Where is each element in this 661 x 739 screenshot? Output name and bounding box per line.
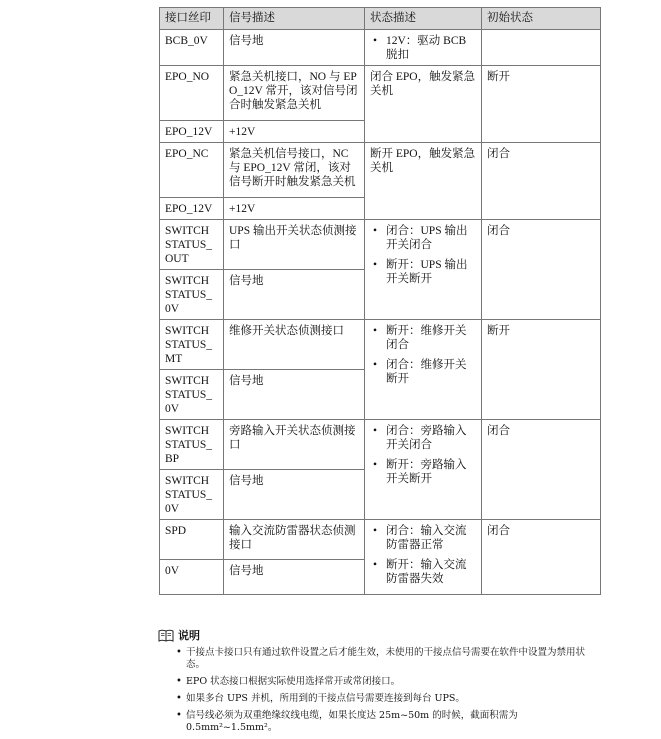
cell-initial: 闭合 xyxy=(482,143,601,220)
cell-desc: 信号地 xyxy=(224,30,365,66)
cell-silk: BCB_0V xyxy=(160,30,224,66)
book-icon xyxy=(158,629,174,642)
cell-desc: 输入交流防雷器状态侦测接口 xyxy=(224,520,365,560)
cell-desc: +12V xyxy=(224,198,365,220)
state-bullet: • 12V：驱动 BCB 脱扣 xyxy=(370,34,476,62)
table-row xyxy=(160,420,601,470)
cell-initial: 闭合 xyxy=(482,220,601,320)
cell-state xyxy=(365,30,482,66)
table-header-row xyxy=(160,8,601,30)
cell-desc: 信号地 xyxy=(224,270,365,320)
note-header xyxy=(158,627,603,643)
table-row xyxy=(160,520,601,560)
cell-silk: SWITCH STATUS_ BP xyxy=(160,420,224,470)
state-bullet: • 闭合：UPS 输出开关闭合 xyxy=(370,224,476,252)
cell-silk: EPO_NC xyxy=(160,143,224,198)
cell-initial: 闭合 xyxy=(482,520,601,595)
interface-spec-table xyxy=(159,7,601,595)
note-list xyxy=(158,647,603,734)
cell-state: 闭合 EPO，触发紧急关机 xyxy=(365,66,482,143)
state-bullet: • 断开：UPS 输出开关断开 xyxy=(370,258,476,286)
cell-silk: EPO_12V xyxy=(160,198,224,220)
cell-silk: SWITCH STATUS_ 0V xyxy=(160,270,224,320)
table-row xyxy=(160,143,601,198)
cell-desc: 维修开关状态侦测接口 xyxy=(224,320,365,370)
cell-silk: EPO_12V xyxy=(160,121,224,143)
header-state-desc: 状态描述 xyxy=(365,8,482,30)
state-bullet: • 断开：维修开关闭合 xyxy=(370,324,476,352)
cell-desc: 旁路输入开关状态侦测接口 xyxy=(224,420,365,470)
note-section xyxy=(158,627,603,739)
cell-desc: +12V xyxy=(224,121,365,143)
cell-state xyxy=(365,220,482,320)
cell-silk: SWITCH STATUS_ 0V xyxy=(160,370,224,420)
note-item: • 如果多台 UPS 并机，所用到的干接点信号需要连接到每台 UPS。 xyxy=(158,693,603,705)
header-silk: 接口丝印 xyxy=(160,8,224,30)
cell-initial: 断开 xyxy=(482,320,601,420)
state-bullet: • 断开：旁路输入开关断开 xyxy=(370,458,476,486)
state-bullet: • 断开：输入交流防雷器失效 xyxy=(370,558,476,586)
header-initial-state: 初始状态 xyxy=(482,8,601,30)
table-row xyxy=(160,320,601,370)
cell-desc: 紧急关机信号接口，NC 与 EPO_12V 常闭，该对信号断开时触发紧急关机 xyxy=(224,143,365,198)
state-bullet: • 闭合：维修开关断开 xyxy=(370,358,476,386)
cell-silk: SWITCH STATUS_ MT xyxy=(160,320,224,370)
cell-initial: 闭合 xyxy=(482,420,601,520)
cell-silk: SWITCH STATUS_ 0V xyxy=(160,470,224,520)
cell-silk: 0V xyxy=(160,560,224,595)
state-bullet: • 闭合：输入交流防雷器正常 xyxy=(370,524,476,552)
cell-silk: SPD xyxy=(160,520,224,560)
cell-initial: 断开 xyxy=(482,66,601,143)
cell-desc: UPS 输出开关状态侦测接口 xyxy=(224,220,365,270)
cell-state xyxy=(365,520,482,595)
cell-desc: 信号地 xyxy=(224,370,365,420)
note-title: 说明 xyxy=(178,629,200,642)
cell-desc: 信号地 xyxy=(224,470,365,520)
cell-desc: 信号地 xyxy=(224,560,365,595)
note-item: • 信号线必须为双重绝缘纹线电缆，如果长度达 25m~50m 的时候，截面积需为 0.5mm²~1.5mm²。 xyxy=(158,710,603,734)
cell-desc: 紧急关机接口，NO 与 EPO_12V 常开，该对信号闭合时触发紧急关机 xyxy=(224,66,365,121)
table-row xyxy=(160,220,601,270)
cell-state xyxy=(365,420,482,520)
table-row xyxy=(160,30,601,66)
header-signal-desc: 信号描述 xyxy=(224,8,365,30)
cell-state: 断开 EPO，触发紧急关机 xyxy=(365,143,482,220)
cell-initial xyxy=(482,30,601,66)
note-item: • 干接点卡接口只有通过软件设置之后才能生效，未使用的干接点信号需要在软件中设置为禁用状态。 xyxy=(158,647,603,671)
cell-silk: SWITCH STATUS_ OUT xyxy=(160,220,224,270)
cell-silk: EPO_NO xyxy=(160,66,224,121)
note-item: • EPO 状态接口根据实际使用选择常开或常闭接口。 xyxy=(158,676,603,688)
state-bullet: • 闭合：旁路输入开关闭合 xyxy=(370,424,476,452)
table-row xyxy=(160,66,601,121)
cell-state xyxy=(365,320,482,420)
